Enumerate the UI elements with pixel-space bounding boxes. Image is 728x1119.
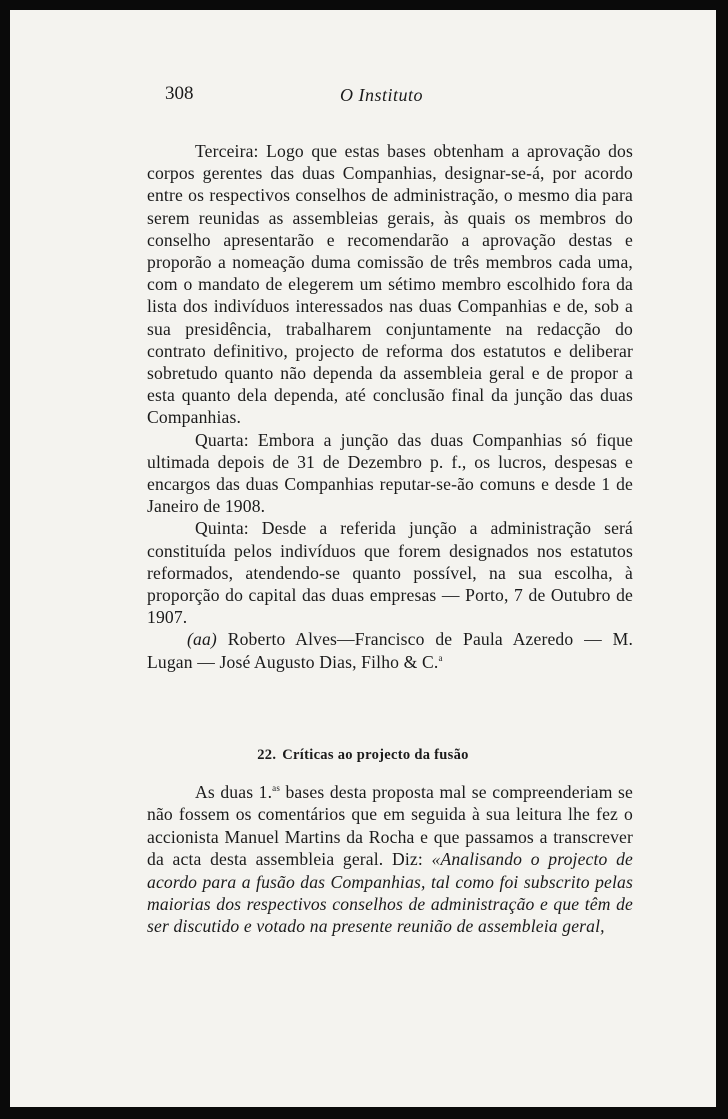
terceira-text: Logo que estas bases obtenham a aprovação dos corpos gerentes das duas Companhias, designar-se-á, por acordo entre os respectivos conselhos de administração, o mesmo dia para serem reunidas as assembleias gerais, às quais os membros do conselho apresentarão e recomendarão a aprovação destas e proporão a nomeação duma comissão de três membros cada uma, com o mandato de elegerem um sétimo membro escolhido fora da lista dos indivíduos interessados nas duas Companhias e de, sob a sua presidência, trabalharem conjuntamente na redacção do contrato definitivo, projecto de reforma dos estatutos e deliberar sobretudo quanto não dependa da assembleia geral e de propor a esta quanto dela dependa, até conclusão final da junção das duas Companhias. <box>147 141 633 428</box>
signatures-sup: a <box>438 652 443 663</box>
quinta-text: Desde a referida junção a administração será constituída pelos indivíduos que forem designados nos estatutos reformados, atendendo-se quanto possível, na sua escolha, à proporção do capital das duas empresas — Porto, 7 de Outubro de 1907. <box>147 518 633 628</box>
quarta-label: Quarta: <box>195 429 249 450</box>
section-number: 22. <box>257 747 277 763</box>
page-header <box>10 83 716 109</box>
body-text <box>147 140 633 673</box>
terceira-label: Terceira: <box>195 141 259 161</box>
signatures-label: (aa) <box>187 629 217 650</box>
paragraph-terceira <box>147 140 633 429</box>
paragraph-signatures <box>147 628 633 672</box>
signatures-text: Roberto Alves—Francisco de Paula Azeredo — M. Lugan — José Augusto Dias, Filho & C. <box>147 629 633 672</box>
paragraph-quarta <box>147 429 633 518</box>
document-page <box>10 10 716 1107</box>
quarta-text: Embora a junção das duas Companhias só fique ultimada depois de 31 de Dezembro p. f., os lucros, despesas e encargos das duas Companhias reputar-se-ão comuns e desde 1 de Janeiro de 1908. <box>147 429 633 517</box>
paragraph-section <box>147 781 633 938</box>
section-title: Críticas ao projecto da fusão <box>282 747 469 763</box>
section-part2: bases desta proposta mal se compreenderiam se não fossem os comentários que em seguida à sua leitura lhe fez o accionista Manuel Martins da Rocha e que passamos a transcrever da acta desta assembleia geral. Diz: <box>147 782 633 870</box>
section-body <box>147 781 633 938</box>
section-part1-sup: as <box>272 783 280 793</box>
page-number: 308 <box>165 83 194 104</box>
quinta-label: Quinta: <box>195 518 249 539</box>
section-heading <box>10 747 716 764</box>
section-quote: «Analisando o projecto de acordo para a fusão das Companhias, tal como foi subscrito pelas maiorias dos respectivos conselhos de administração e que têm de ser discutido e votado na presente reunião de assembleia geral, <box>147 849 633 937</box>
section-part1: As duas 1. <box>195 782 273 802</box>
paragraph-quinta <box>147 517 633 628</box>
running-title: O Instituto <box>340 85 424 105</box>
